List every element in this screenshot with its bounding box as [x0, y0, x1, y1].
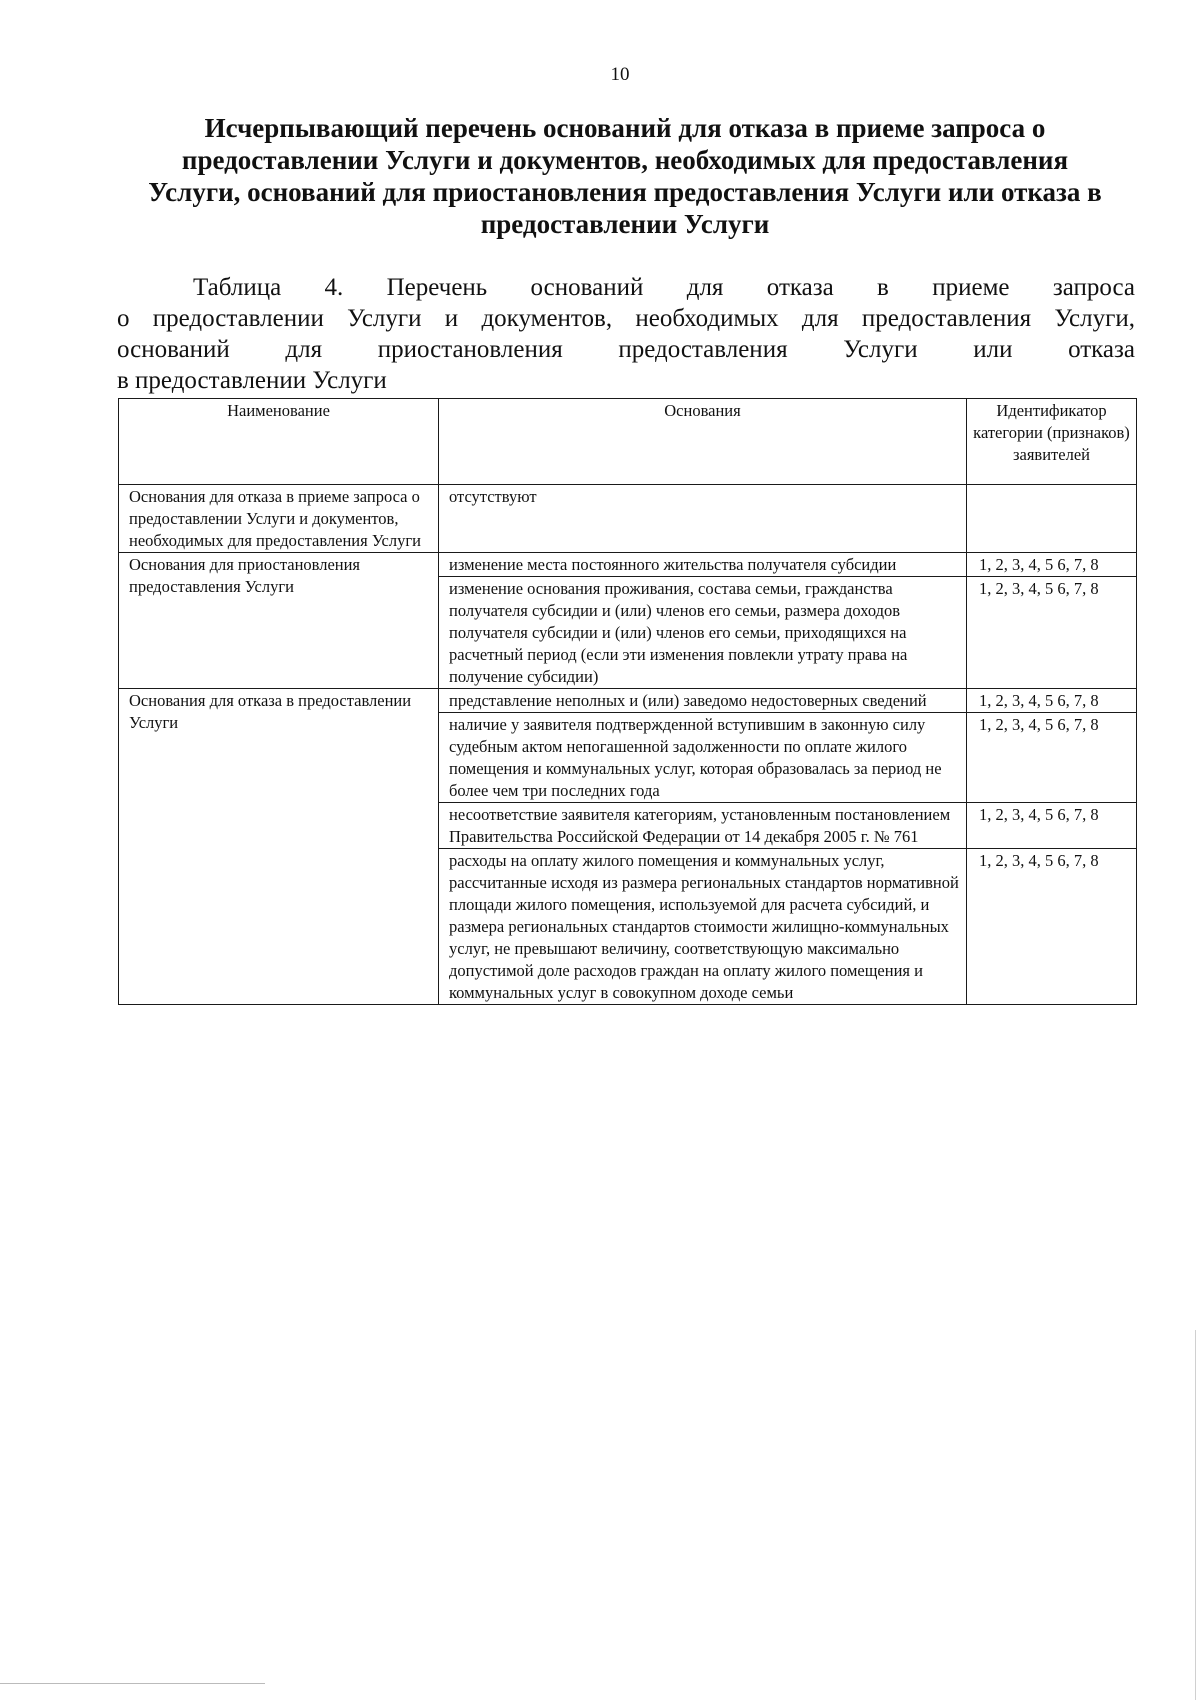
header-identifier: Идентификатор категории (признаков) заявителей [967, 399, 1137, 485]
grounds-table [118, 398, 1137, 1005]
caption-line: о предоставлении Услуги и документов, необходимых для предоставления Услуги, [117, 305, 1135, 332]
scan-margin-line [1195, 1330, 1196, 1700]
basis-cell: несоответствие заявителя категориям, установленным постановлением Правительства Российской Федерации от 14 декабря 2005 г. № 761 [439, 803, 967, 849]
page-number: 10 [610, 64, 630, 85]
scan-edge-line [0, 1683, 265, 1684]
group-name-cell: Основания для отказа в приеме запроса о предоставлении Услуги и документов, необходимых для предоставления Услуги [119, 485, 439, 553]
identifier-cell: 1, 2, 3, 4, 5 6, 7, 8 [967, 689, 1137, 713]
basis-cell: представление неполных и (или) заведомо недостоверных сведений [439, 689, 967, 713]
heading-line: предоставлении Услуги [480, 209, 770, 239]
basis-cell: изменение основания проживания, состава семьи, гражданства получателя субсидии и (или) членов его семьи, размера доходов получателя субсидии и (или) членов его семьи, приходящихся на расчетный период (если эти изменения повлекли утрату права на получение субсидии) [439, 577, 967, 689]
identifier-cell: 1, 2, 3, 4, 5 6, 7, 8 [967, 577, 1137, 689]
heading-line: предоставлении Услуги и документов, необходимых для предоставления [181, 145, 1069, 175]
caption-line: оснований для приостановления предоставления Услуги или отказа [117, 336, 1135, 363]
table-row [119, 689, 1137, 713]
identifier-cell: 1, 2, 3, 4, 5 6, 7, 8 [967, 713, 1137, 803]
basis-cell: наличие у заявителя подтвержденной вступившим в законную силу судебным актом непогашенной задолженности по оплате жилого помещения и коммунальных услуг, которая образовалась за период не более чем три последних года [439, 713, 967, 803]
identifier-cell [967, 485, 1137, 553]
group-name-cell: Основания для приостановления предоставления Услуги [119, 553, 439, 689]
identifier-cell: 1, 2, 3, 4, 5 6, 7, 8 [967, 849, 1137, 1005]
heading-line: Исчерпывающий перечень оснований для отказа в приеме запроса о [204, 113, 1046, 143]
identifier-cell: 1, 2, 3, 4, 5 6, 7, 8 [967, 553, 1137, 577]
basis-cell: изменение места постоянного жительства получателя субсидии [439, 553, 967, 577]
table-header-row [119, 399, 1137, 485]
heading-line: Услуги, оснований для приостановления предоставления Услуги или отказа в [148, 177, 1102, 207]
header-name: Наименование [119, 399, 439, 485]
header-basis: Основания [439, 399, 967, 485]
identifier-cell: 1, 2, 3, 4, 5 6, 7, 8 [967, 803, 1137, 849]
table-row [119, 553, 1137, 577]
basis-cell: отсутствуют [439, 485, 967, 553]
table-row [119, 485, 1137, 553]
caption-line: в предоставлении Услуги [117, 367, 387, 394]
basis-cell: расходы на оплату жилого помещения и коммунальных услуг, рассчитанные исходя из размера региональных стандартов нормативной площади жилого помещения, используемой для расчета субсидий, и размера региональных стандартов стоимости жилищно-коммунальных услуг, не превышают величину, соответствующую максимально допустимой доле расходов граждан на оплату жилого помещения и коммунальных услуг в совокупном доходе семьи [439, 849, 967, 1005]
group-name-cell: Основания для отказа в предоставлении Услуги [119, 689, 439, 1005]
table-caption [117, 272, 1135, 396]
caption-line: Таблица 4. Перечень оснований для отказа в приеме запроса [193, 274, 1135, 301]
document-heading [115, 112, 1135, 240]
